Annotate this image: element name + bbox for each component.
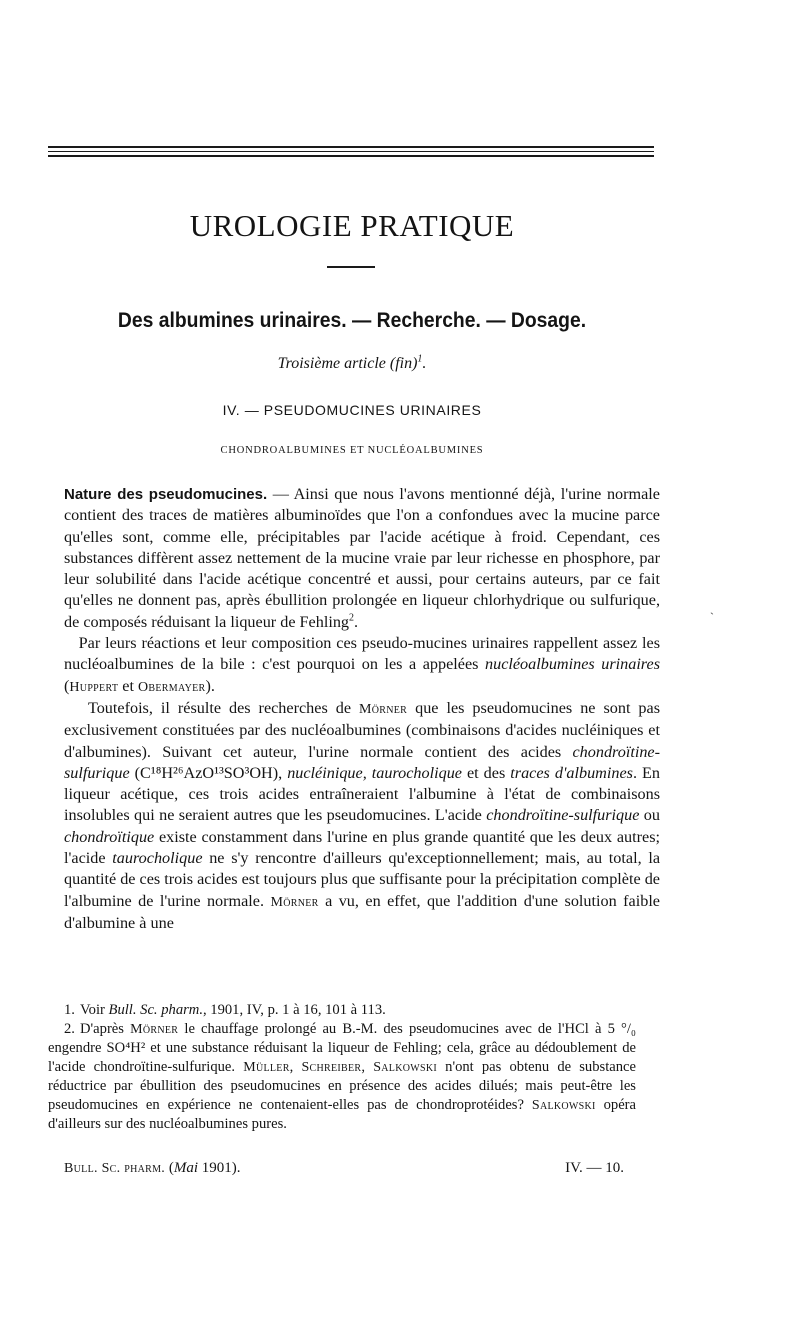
fn2-text-a: D'après: [80, 1021, 131, 1037]
journal-text-b: (: [165, 1160, 174, 1176]
section-heading: IV. — PSEUDOMUCINES URINAIRES: [222, 402, 482, 418]
p2-text-c: et: [118, 676, 139, 695]
footnote-1-number: 1.: [64, 1002, 75, 1018]
page-reference: IV. — 10.: [565, 1160, 624, 1176]
p3-text-a: Toutefois, il résulte des recherches de: [87, 698, 359, 717]
footnote-2: [48, 1020, 636, 1134]
footnotes: [48, 1001, 636, 1134]
p3-italic-3: traces d'albumines: [510, 763, 633, 782]
p3-text-f: existe constamment dans l'urine en plus grande quantité que les deux autres; l'acide: [64, 827, 660, 868]
p3-text-g: ne s'y rencontre d'ailleurs qu'exceptionnellement; mais, au total, la quantité de ces trois acides est toujours plus que suffisante pour la précipitation complète de l'albumine de l'urine normale.: [64, 849, 661, 910]
p3-text-h: a vu, en effet, que l'addition d'une solution faible d'albumine à une: [64, 891, 660, 932]
fn2-text-c: ,: [289, 1059, 302, 1075]
p2-text-d: ).: [205, 676, 215, 695]
fn2-author-salkowski-2: Salkowski: [531, 1098, 596, 1113]
paragraph-2: [64, 633, 660, 698]
paragraph-1: Nature des pseudomucines. — Ainsi que nous l'avons mentionné déjà, l'urine normale contient des traces de matières albuminoïdes que l'on a confondues avec la mucine parce qu'elles sont, comme elle, précipitables par l'acide acétique à froid. Cependant, ces substances diffèrent assez nettement de la mucine vraie par leur richesse en phosphore, par leur solubilité dans l'acide acétique concentré et aussi, pour certains auteurs, par ce fait qu'elles ne donnent pas, après ébullition prolongée en liqueur chlorhydrique ou sulfurique, de composés réduisant la liqueur de Fehling$^2$.: [64, 485, 660, 631]
top-double-rule: [48, 146, 654, 148]
p2-italic: nucléoalbumines urinaires: [485, 655, 660, 674]
paragraph-lead: Nature des pseudomucines.: [64, 486, 268, 503]
paragraph-3: [64, 698, 660, 934]
chemical-formula: (C¹⁸H²⁶AzO¹³SO³OH),: [129, 763, 288, 782]
author-morner: Mörner: [358, 701, 408, 717]
journal-month: Mai: [173, 1160, 199, 1176]
top-double-rule-bottom: [48, 155, 654, 157]
fn2-text-f: opéra d'ailleurs sur des nucléoalbumines pures.: [48, 1097, 637, 1132]
author-huppert: Huppert: [69, 679, 119, 695]
article-note-text: Troisième article (fin): [277, 355, 418, 372]
p3-italic-4: chondroïtine-sulfurique: [486, 806, 640, 825]
article-note: Troisième article (fin)$^1$.: [277, 353, 427, 372]
journal-name: Bull. Sc. pharm.: [64, 1161, 166, 1176]
fn2-text-b: le chauffage prolongé au B.-M. des pseudomucines avec de l'HCl à 5 °/₀ engendre SO⁴H² et une substance réduisant la liqueur de Fehling; cela, grâce au dédoublement de l'acide chondroïtine-sulfurique.: [48, 1021, 637, 1075]
print-speck: ˋ: [710, 610, 714, 624]
fn1-italic: Bull. Sc. pharm.: [108, 1002, 203, 1018]
body-text: [64, 484, 660, 934]
fn2-author-muller: Müller: [243, 1060, 290, 1075]
fn2-text-d: ,: [361, 1059, 374, 1075]
p3-italic-2: nucléinique, taurocholique: [287, 763, 462, 782]
author-obermayer: Obermayer: [138, 679, 206, 695]
p3-text-c: et des: [461, 763, 511, 782]
fn2-author-salkowski: Salkowski: [373, 1060, 438, 1075]
p3-italic-6: taurocholique: [112, 849, 203, 868]
author-morner-2: Mörner: [270, 894, 319, 910]
article-subtitle: Des albumines urinaires. — Recherche. — Dosage.: [117, 309, 587, 332]
fn1-text-a: Voir: [80, 1002, 109, 1018]
p3-italic-1: chondroïtine-sulfurique: [64, 742, 660, 782]
page-title: UROLOGIE PRATIQUE: [189, 208, 515, 243]
p2-text-a: Par leurs réactions et leur composition ces pseudo-mucines urinaires rappellent assez les nucléoalbumines de la bile : c'est pourquoi on les a appelées: [64, 634, 660, 674]
fn1-text-b: , 1901, IV, p. 1 à 16, 101 à 113.: [202, 1002, 386, 1018]
p2-text-b: (: [64, 676, 70, 695]
journal-reference: [64, 1160, 241, 1177]
p3-text-e: ou: [639, 806, 660, 825]
p3-text-d: . En liqueur acétique, ces trois acides entraîneraient l'albumine à l'état de combinaisons insolubles qui ne seraient autres que les pseudomucines. L'acide: [64, 763, 660, 825]
fn2-text-e: n'ont pas obtenu de substance réductrice par ébullition des pseudomucines en présence des acides dilués; mais peut-être les pseudomucines en expérience ne contenaient-elles pas de chondroprotéides?: [48, 1059, 636, 1113]
journal-text-c: 1901).: [198, 1160, 241, 1176]
section-subheading: CHONDROALBUMINES ET NUCLÉOALBUMINES: [220, 445, 484, 456]
footnote-1: [48, 1001, 636, 1020]
p3-italic-5: chondroïtique: [64, 827, 155, 846]
p3-text-b: que les pseudomucines ne sont pas exclusivement constituées par des nucléoalbumines (combinaisons d'acides nucléiniques et d'albumines). Suivant cet auteur, l'urine normale contient des acides: [64, 698, 661, 761]
paragraph-1-text: — Ainsi que nous l'avons mentionné déjà, l'urine normale contient des traces de matières albuminoïdes que l'on a confondues avec la mucine parce qu'elles sont, comme elle, précipitables par l'acide acétique à froid. Cependant, ces substances diffèrent assez nettement de la mucine vraie par leur richesse en phosphore, par leur solubilité dans l'acide acétique concentré et aussi, pour certains auteurs, par ce fait qu'elles ne donnent pas, après ébullition prolongée en liqueur chlorhydrique ou sulfurique, de composés réduisant la liqueur de Fehling: [64, 485, 660, 631]
top-double-rule-inner: [48, 151, 654, 152]
title-underline: [327, 266, 375, 268]
fn2-author-schreiber: Schreiber: [301, 1060, 362, 1075]
footnote-ref-1: 1: [417, 353, 423, 365]
footnote-ref-2: 2: [349, 612, 355, 624]
fn2-author-morner: Mörner: [130, 1022, 179, 1037]
footnote-2-number: 2.: [64, 1021, 75, 1037]
